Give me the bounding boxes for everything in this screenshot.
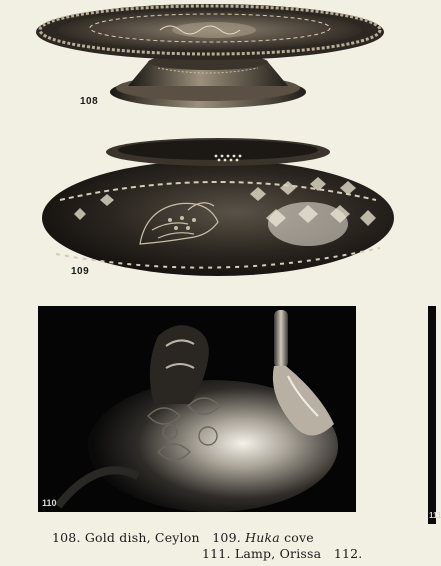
- caption-112-number: 112.: [333, 546, 363, 561]
- plate-number-108: 108: [80, 96, 99, 107]
- plate-110-photo: [38, 306, 356, 512]
- caption-109-text: cove: [284, 530, 314, 545]
- plate-number-110: 110: [42, 498, 57, 508]
- plate-number-111: 111: [429, 511, 441, 520]
- caption-108-number: 108.: [52, 530, 81, 545]
- huka-bowl-image: [40, 134, 392, 280]
- plate-number-109: 109: [71, 266, 90, 277]
- caption-line-1: [52, 530, 314, 545]
- caption-109-number: 109.: [212, 530, 241, 545]
- ewer-image: [38, 306, 356, 512]
- plate-111-photo-partial: [428, 306, 441, 524]
- caption-111-text: Lamp, Orissa: [234, 546, 322, 561]
- caption-111-number: 111.: [202, 546, 231, 561]
- caption-109-italic: Huka: [245, 530, 280, 545]
- caption-108-text: Gold dish, Ceylon: [84, 530, 200, 545]
- caption-line-2: [202, 546, 362, 561]
